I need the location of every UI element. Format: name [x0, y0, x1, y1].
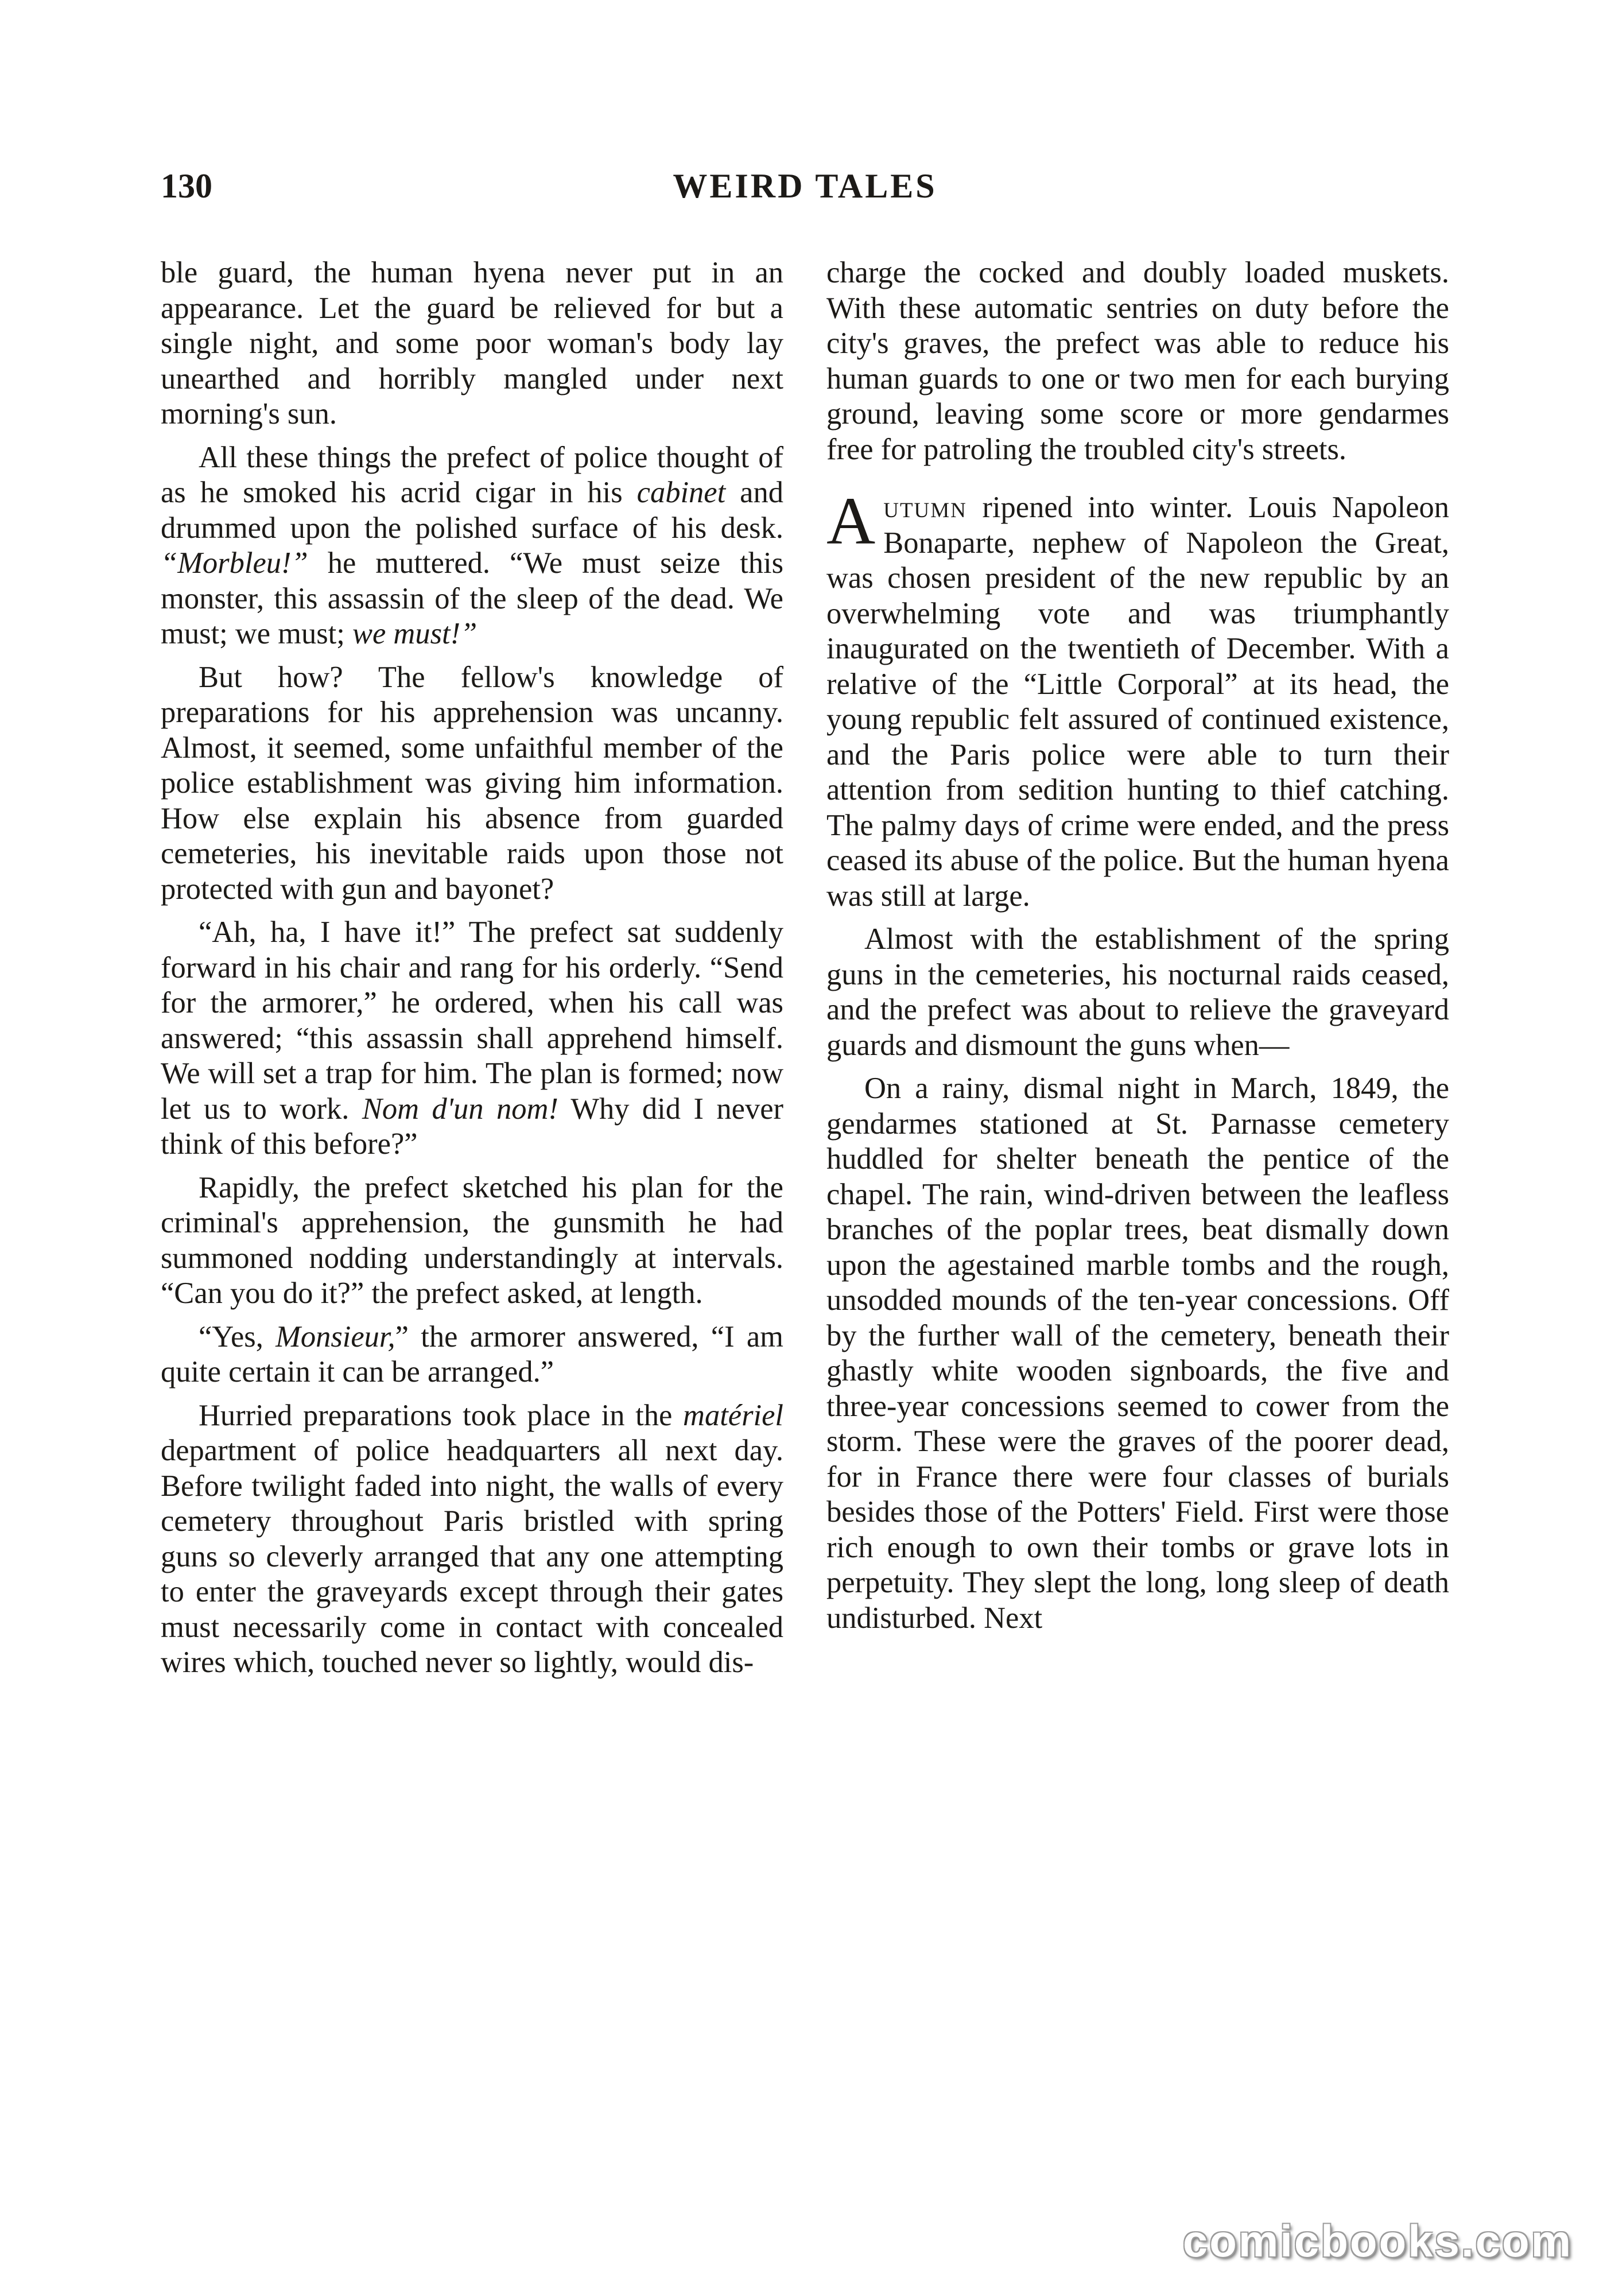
paragraph: Hurried preparations took place in the matériel department of police headquarters all next day. Before twilight faded into night, the walls of every cemetery throughout Paris bristled with spring guns so cleverly arranged that any one attempting to enter the graveyards except through their gates must necessarily come in contact with concealed wires which, touched never so lightly, would dis-	[161, 1398, 783, 1679]
running-head: WEIRD TALES	[673, 167, 937, 205]
paragraph: “Ah, ha, I have it!” The prefect sat suddenly forward in his chair and rang for his orderly. “Send for the armorer,” he ordered, when his call was answered; “this assassin shall apprehend himself. We will set a trap for him. The plan is formed; now let us to work. Nom d'un nom! Why did I never think of this before?”	[161, 916, 784, 1161]
page-header	[161, 166, 1449, 218]
page-number: 130	[161, 167, 212, 205]
paragraph: charge the cocked and doubly loaded muskets. With these automatic sentries on duty before the city's graves, the prefect was able to reduce his human guards to one or two men for each burying ground, leaving some score or more gendarmes free for patroling the troubled city's streets.	[826, 256, 1449, 466]
left-column	[161, 255, 783, 1689]
paragraph: All these things the prefect of police thought of as he smoked his acrid cigar in his cabinet and drummed upon the polished surface of his desk. “Morbleu!” he muttered. “We must seize this monster, this assassin of the sleep of the dead. We must; we must; we must!”	[161, 440, 783, 650]
paragraph: On a rainy, dismal night in March, 1849, the gendarmes stationed at St. Parnasse cemetery huddled for shelter beneath the pentice of the chapel. The rain, wind-driven between the leafless branches of the poplar trees, beat dismally down upon the agestained marble tombs and the rough, unsodded mounds of the ten-year concessions. Off by the further wall of the cemetery, beneath their ghastly white wooden signboards, the five and three-year concessions seemed to cower from the storm. These were the graves of the poorer dead, for in France there were four classes of burials besides those of the Potters' Field. First were those rich enough to own their tombs or grave lots in perpetuity. They slept the long, long sleep of death undisturbed. Next	[826, 1072, 1449, 1635]
paragraph: Almost with the establishment of the spring guns in the cemeteries, his nocturnal raids ceased, and the prefect was about to relieve the graveyard guards and dismount the guns when—	[826, 922, 1449, 1062]
right-column	[826, 255, 1449, 1644]
section-start-paragraph: Autumn ripened into winter. Louis Napoleon Bonaparte, nephew of Napoleon the Great, was chosen president of the new republic by an overwhelming vote and was triumphantly inaugurated on the twentieth of December. With a relative of the “Little Corporal” at its head, the young republic felt assured of continued existence, and the Paris police were able to turn their attention from sedition hunting to thief catching. The palmy days of crime were ended, and the press ceased its abuse of the police. But the human hyena was still at large.	[826, 483, 1449, 913]
watermark-logo: comicbooks.com	[1182, 2216, 1573, 2266]
italic-text: matériel	[683, 1398, 783, 1432]
italic-text: “Morbleu!”	[161, 546, 308, 580]
italic-text: cabinet	[636, 476, 726, 509]
paragraph: Rapidly, the prefect sketched his plan for the criminal's apprehension, the gunsmith he had summoned nodding understandingly at intervals. “Can you do it?” the prefect asked, at length.	[161, 1170, 783, 1310]
drop-cap: A	[826, 483, 876, 559]
italic-text: Monsieur,	[275, 1320, 395, 1353]
paragraph: ble guard, the human hyena never put in an appearance. Let the guard be relieved for but a single night, and some poor woman's body lay unearthed and horribly mangled under next morning's sun.	[161, 256, 783, 430]
italic-text: Nom d'un nom!	[362, 1092, 558, 1126]
small-caps-opening: utumn	[883, 491, 967, 524]
paragraph: “Yes, Monsieur,” the armorer answered, “I am quite certain it can be arranged.”	[161, 1320, 783, 1389]
paragraph: But how? The fellow's knowledge of preparations for his apprehension was uncanny. Almost, it seemed, some unfaithful member of the police establishment was giving him information. How else explain his absence from guarded cemeteries, his inevitable raids upon those not protected with gun and bayonet?	[161, 660, 783, 906]
italic-text: we must!”	[352, 617, 478, 650]
